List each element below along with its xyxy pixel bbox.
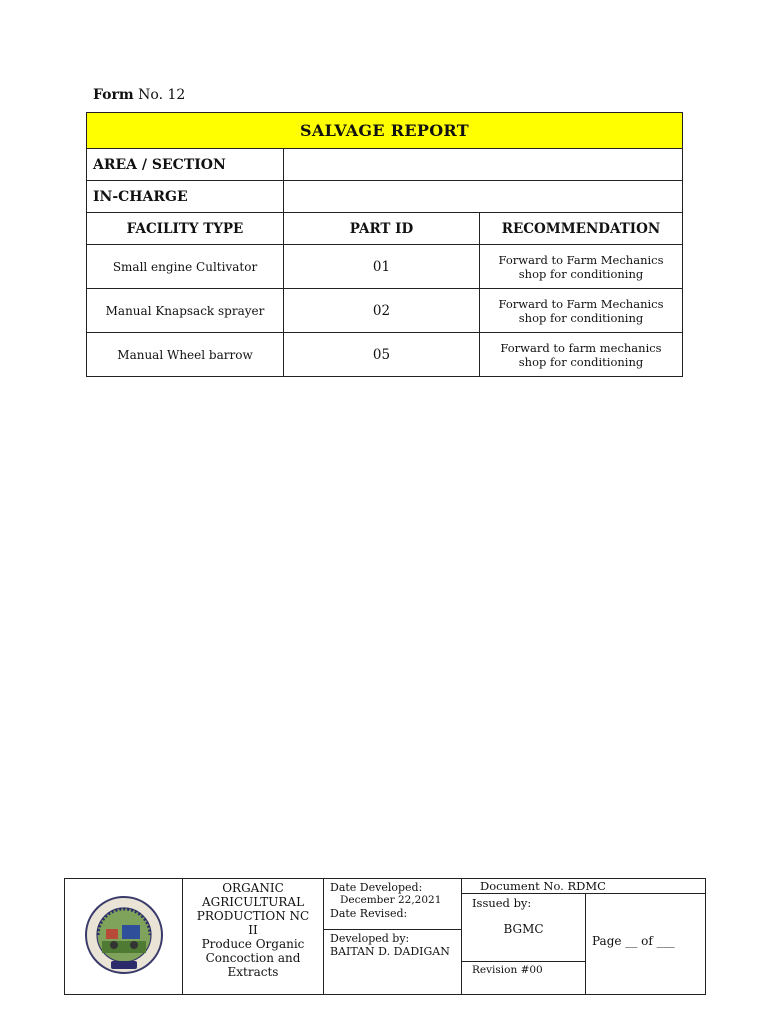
document-number: Document No. RDMC	[462, 879, 705, 894]
column-header-row	[87, 213, 683, 245]
report-title: SALVAGE REPORT	[87, 113, 683, 149]
date-revised-label: Date Revised:	[330, 907, 408, 920]
course-line: ORGANIC	[222, 881, 284, 895]
cooperative-seal-logo	[84, 895, 164, 975]
course-line: AGRICULTURAL	[201, 895, 305, 909]
developed-by-block	[324, 929, 461, 958]
area-label: AREA / SECTION	[87, 149, 284, 181]
title-row	[87, 113, 683, 149]
recommendation-cell	[480, 333, 683, 377]
seal-cell	[65, 879, 183, 995]
form-label: Form	[93, 87, 134, 103]
issued-by-block	[462, 894, 586, 994]
course-line: Concoction and	[205, 951, 301, 965]
part-id-cell: 02	[284, 289, 480, 333]
recommendation-line: shop for conditioning	[518, 310, 644, 325]
issued-by-label: Issued by:	[472, 896, 532, 910]
recommendation-line: shop for conditioning	[518, 266, 644, 281]
header-facility-type: FACILITY TYPE	[87, 213, 284, 245]
developed-by-value: BAITAN D. DADIGAN	[330, 945, 450, 958]
recommendation-line: Forward to farm mechanics	[500, 340, 662, 355]
issued-block	[462, 894, 705, 994]
table-row	[87, 289, 683, 333]
document-info-cell	[462, 879, 706, 995]
table-row	[87, 333, 683, 377]
course-line: PRODUCTION NC	[196, 909, 310, 923]
form-number-label	[93, 87, 185, 103]
facility-cell: Manual Knapsack sprayer	[87, 289, 284, 333]
course-line: Extracts	[227, 965, 279, 979]
issued-by-value: BGMC	[503, 922, 544, 936]
date-developed-label: Date Developed:	[330, 881, 423, 894]
area-row	[87, 149, 683, 181]
document-footer	[64, 878, 706, 995]
developed-by-label: Developed by:	[330, 932, 410, 945]
course-line: II	[248, 923, 258, 937]
area-value[interactable]	[284, 149, 683, 181]
course-title-cell	[183, 879, 324, 995]
recommendation-cell	[480, 245, 683, 289]
part-id-cell: 01	[284, 245, 480, 289]
salvage-report-table	[86, 112, 683, 377]
recommendation-line: Forward to Farm Mechanics	[498, 296, 664, 311]
incharge-row	[87, 181, 683, 213]
recommendation-line: shop for conditioning	[518, 354, 644, 369]
dates-cell	[324, 879, 462, 995]
table-row	[87, 245, 683, 289]
facility-cell: Small engine Cultivator	[87, 245, 284, 289]
page-number: Page __ of ___	[592, 934, 675, 948]
recommendation-cell	[480, 289, 683, 333]
course-line: Produce Organic	[201, 937, 305, 951]
recommendation-line: Forward to Farm Mechanics	[498, 252, 664, 267]
form-number: No. 12	[138, 87, 186, 103]
incharge-value[interactable]	[284, 181, 683, 213]
revision-number: Revision #00	[462, 961, 585, 994]
part-id-cell: 05	[284, 333, 480, 377]
header-recommendation: RECOMMENDATION	[480, 213, 683, 245]
incharge-label: IN-CHARGE	[87, 181, 284, 213]
date-developed-value: December 22,2021	[340, 894, 442, 906]
facility-cell: Manual Wheel barrow	[87, 333, 284, 377]
header-part-id: PART ID	[284, 213, 480, 245]
